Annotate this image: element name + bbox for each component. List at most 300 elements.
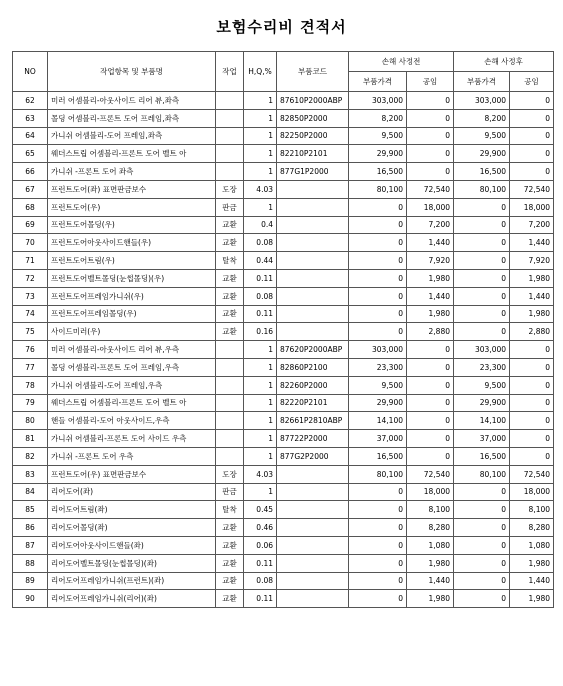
row-after-labor: 7,200 (510, 216, 554, 234)
row-after-part-price: 0 (454, 198, 510, 216)
table-row (13, 483, 554, 501)
row-part-code: 877G2P2000 (277, 447, 349, 465)
row-item-name: 몰딩 어셈블리-프론트 도어 프레임,우측 (48, 358, 216, 376)
row-after-labor: 72,540 (510, 465, 554, 483)
row-item-name: 프런트도어프레임몰딩(우) (48, 305, 216, 323)
row-before-labor: 0 (407, 127, 454, 145)
row-hq: 1 (244, 430, 277, 448)
table-row (13, 341, 554, 359)
row-before-part-price: 0 (349, 287, 407, 305)
row-work-type: 교환 (216, 234, 244, 252)
row-item-name: 리어도어프레임가니쉬(리어)(좌) (48, 590, 216, 608)
row-work-type: 교환 (216, 590, 244, 608)
row-part-code (277, 234, 349, 252)
row-number: 62 (13, 92, 48, 110)
row-part-code: 82850P2000 (277, 109, 349, 127)
row-number: 70 (13, 234, 48, 252)
row-before-labor: 18,000 (407, 198, 454, 216)
row-after-part-price: 303,000 (454, 92, 510, 110)
row-work-type (216, 109, 244, 127)
row-before-labor: 72,540 (407, 465, 454, 483)
row-before-labor: 0 (407, 163, 454, 181)
row-item-name: 몰딩 어셈블리-프론트 도어 프레임,좌측 (48, 109, 216, 127)
header-no: NO (13, 52, 48, 92)
row-before-labor: 0 (407, 109, 454, 127)
row-work-type (216, 412, 244, 430)
row-item-name: 사이드미러(우) (48, 323, 216, 341)
row-before-part-price: 8,200 (349, 109, 407, 127)
row-before-part-price: 0 (349, 252, 407, 270)
row-after-part-price: 23,300 (454, 358, 510, 376)
row-part-code (277, 465, 349, 483)
row-before-part-price: 0 (349, 198, 407, 216)
row-after-labor: 8,100 (510, 501, 554, 519)
table-row (13, 447, 554, 465)
row-part-code: 877G1P2000 (277, 163, 349, 181)
row-before-labor: 0 (407, 412, 454, 430)
row-item-name: 리어도어몰딩(좌) (48, 519, 216, 537)
row-number: 68 (13, 198, 48, 216)
row-work-type: 교환 (216, 287, 244, 305)
row-after-labor: 18,000 (510, 483, 554, 501)
row-number: 77 (13, 358, 48, 376)
row-hq: 1 (244, 163, 277, 181)
row-after-part-price: 303,000 (454, 341, 510, 359)
row-before-part-price: 29,900 (349, 145, 407, 163)
table-row (13, 412, 554, 430)
row-hq: 0.45 (244, 501, 277, 519)
row-number: 71 (13, 252, 48, 270)
row-hq: 1 (244, 483, 277, 501)
row-after-part-price: 14,100 (454, 412, 510, 430)
row-item-name: 미러 어셈블리-아웃사이드 리어 뷰,우측 (48, 341, 216, 359)
row-before-part-price: 0 (349, 590, 407, 608)
row-number: 73 (13, 287, 48, 305)
row-after-part-price: 0 (454, 519, 510, 537)
table-row (13, 145, 554, 163)
row-before-part-price: 0 (349, 501, 407, 519)
row-before-labor: 1,980 (407, 590, 454, 608)
row-after-part-price: 0 (454, 287, 510, 305)
row-after-labor: 8,280 (510, 519, 554, 537)
row-number: 90 (13, 590, 48, 608)
table-row (13, 358, 554, 376)
row-after-labor: 0 (510, 376, 554, 394)
row-part-code (277, 216, 349, 234)
row-after-labor: 0 (510, 394, 554, 412)
row-hq: 4.03 (244, 465, 277, 483)
row-work-type (216, 447, 244, 465)
row-before-labor: 0 (407, 145, 454, 163)
row-number: 89 (13, 572, 48, 590)
row-work-type: 도장 (216, 180, 244, 198)
row-number: 79 (13, 394, 48, 412)
row-hq: 4.03 (244, 180, 277, 198)
row-before-labor: 0 (407, 447, 454, 465)
row-part-code (277, 590, 349, 608)
row-part-code: 82250P2000 (277, 127, 349, 145)
header-after-labor: 공임 (510, 72, 554, 92)
row-number: 69 (13, 216, 48, 234)
table-row (13, 252, 554, 270)
row-part-code (277, 519, 349, 537)
row-item-name: 프런트도어(좌) 표면판금보수 (48, 180, 216, 198)
row-part-code (277, 252, 349, 270)
row-number: 72 (13, 269, 48, 287)
row-hq: 0.4 (244, 216, 277, 234)
row-before-part-price: 0 (349, 572, 407, 590)
row-after-part-price: 80,100 (454, 465, 510, 483)
row-item-name: 가니쉬 어셈블리-프론트 도어 사이드 우측 (48, 430, 216, 448)
header-before-part-price: 부품가격 (349, 72, 407, 92)
row-before-labor: 18,000 (407, 483, 454, 501)
row-item-name: 미러 어셈블리-아웃사이드 리어 뷰,좌측 (48, 92, 216, 110)
row-after-labor: 0 (510, 163, 554, 181)
row-hq: 1 (244, 412, 277, 430)
row-part-code: 82860P2100 (277, 358, 349, 376)
row-hq: 0.08 (244, 287, 277, 305)
estimate-table (12, 51, 554, 608)
row-before-part-price: 16,500 (349, 163, 407, 181)
row-work-type (216, 127, 244, 145)
header-after-part-price: 부품가격 (454, 72, 510, 92)
row-hq: 0.11 (244, 554, 277, 572)
table-row (13, 127, 554, 145)
row-work-type: 교환 (216, 536, 244, 554)
row-before-labor: 1,440 (407, 572, 454, 590)
row-after-part-price: 37,000 (454, 430, 510, 448)
row-after-part-price: 16,500 (454, 163, 510, 181)
row-after-part-price: 0 (454, 554, 510, 572)
row-work-type: 판금 (216, 483, 244, 501)
row-before-labor: 0 (407, 430, 454, 448)
row-hq: 1 (244, 109, 277, 127)
row-before-part-price: 9,500 (349, 127, 407, 145)
row-number: 87 (13, 536, 48, 554)
row-after-part-price: 0 (454, 536, 510, 554)
row-after-part-price: 16,500 (454, 447, 510, 465)
row-after-labor: 0 (510, 447, 554, 465)
row-hq: 1 (244, 376, 277, 394)
row-after-part-price: 0 (454, 590, 510, 608)
row-part-code (277, 305, 349, 323)
row-item-name: 핸들 어셈블리-도어 아웃사이드,우측 (48, 412, 216, 430)
row-part-code (277, 501, 349, 519)
row-before-labor: 0 (407, 394, 454, 412)
row-item-name: 프런트도어(우) (48, 198, 216, 216)
row-before-labor: 0 (407, 92, 454, 110)
row-after-part-price: 29,900 (454, 394, 510, 412)
row-number: 67 (13, 180, 48, 198)
row-before-labor: 8,100 (407, 501, 454, 519)
row-work-type (216, 376, 244, 394)
row-item-name: 리어도어아웃사이드핸들(좌) (48, 536, 216, 554)
table-row (13, 287, 554, 305)
row-before-labor: 7,200 (407, 216, 454, 234)
row-part-code: 82661P2810ABP (277, 412, 349, 430)
table-row (13, 519, 554, 537)
row-item-name: 가니쉬 -프론트 도어 좌측 (48, 163, 216, 181)
page-title: 보험수리비 견적서 (216, 18, 347, 36)
row-after-labor: 1,980 (510, 305, 554, 323)
row-before-labor: 7,920 (407, 252, 454, 270)
row-before-part-price: 23,300 (349, 358, 407, 376)
table-row (13, 501, 554, 519)
row-part-code (277, 198, 349, 216)
row-number: 83 (13, 465, 48, 483)
row-hq: 0.11 (244, 590, 277, 608)
row-part-code: 82210P2101 (277, 145, 349, 163)
row-work-type: 교환 (216, 572, 244, 590)
row-work-type (216, 145, 244, 163)
row-after-labor: 18,000 (510, 198, 554, 216)
table-row (13, 305, 554, 323)
row-before-labor: 1,440 (407, 287, 454, 305)
row-after-labor: 0 (510, 145, 554, 163)
row-after-labor: 0 (510, 358, 554, 376)
row-item-name: 웨더스트립 어셈블리-프론트 도어 벨트 아 (48, 394, 216, 412)
row-part-code: 87610P2000ABP (277, 92, 349, 110)
row-after-part-price: 0 (454, 216, 510, 234)
row-item-name: 프런트도어벨트몰딩(눈썹몰딩)(우) (48, 269, 216, 287)
row-before-part-price: 80,100 (349, 180, 407, 198)
row-before-labor: 1,980 (407, 305, 454, 323)
row-part-code (277, 287, 349, 305)
row-item-name: 리어도어프레임가니쉬(프런트)(좌) (48, 572, 216, 590)
row-number: 80 (13, 412, 48, 430)
row-number: 86 (13, 519, 48, 537)
table-row (13, 180, 554, 198)
row-before-labor: 0 (407, 358, 454, 376)
row-work-type: 탈착 (216, 501, 244, 519)
row-hq: 1 (244, 358, 277, 376)
table-row (13, 394, 554, 412)
row-work-type (216, 341, 244, 359)
row-after-part-price: 0 (454, 572, 510, 590)
row-number: 75 (13, 323, 48, 341)
row-before-part-price: 29,900 (349, 394, 407, 412)
row-after-part-price: 8,200 (454, 109, 510, 127)
row-after-part-price: 0 (454, 269, 510, 287)
header-hq: H,Q,% (244, 52, 277, 92)
row-work-type (216, 394, 244, 412)
row-before-labor: 1,440 (407, 234, 454, 252)
header-before-adjustment: 손해 사정전 (349, 52, 454, 72)
row-after-labor: 0 (510, 92, 554, 110)
header-before-labor: 공임 (407, 72, 454, 92)
row-hq: 0.16 (244, 323, 277, 341)
row-after-part-price: 29,900 (454, 145, 510, 163)
row-item-name: 프런트도어몰딩(우) (48, 216, 216, 234)
row-item-name: 가니쉬 -프론트 도어 우측 (48, 447, 216, 465)
row-number: 66 (13, 163, 48, 181)
row-work-type: 탈착 (216, 252, 244, 270)
header-after-adjustment: 손해 사정후 (454, 52, 554, 72)
row-before-part-price: 303,000 (349, 92, 407, 110)
row-after-part-price: 9,500 (454, 376, 510, 394)
row-before-part-price: 0 (349, 216, 407, 234)
row-part-code (277, 554, 349, 572)
row-after-part-price: 0 (454, 323, 510, 341)
row-item-name: 웨더스트립 어셈블리-프론트 도어 벨트 아 (48, 145, 216, 163)
table-row (13, 376, 554, 394)
table-row (13, 198, 554, 216)
row-work-type (216, 163, 244, 181)
row-part-code (277, 269, 349, 287)
row-after-labor: 1,080 (510, 536, 554, 554)
row-part-code (277, 483, 349, 501)
row-before-part-price: 14,100 (349, 412, 407, 430)
row-hq: 0.44 (244, 252, 277, 270)
row-after-part-price: 0 (454, 501, 510, 519)
row-after-labor: 7,920 (510, 252, 554, 270)
row-part-code: 87620P2000ABP (277, 341, 349, 359)
row-work-type: 교환 (216, 323, 244, 341)
header-item: 작업항목 및 부품명 (48, 52, 216, 92)
row-before-labor: 0 (407, 376, 454, 394)
row-hq: 1 (244, 341, 277, 359)
table-row (13, 554, 554, 572)
row-item-name: 리어도어벨트몰딩(눈썹몰딩)(좌) (48, 554, 216, 572)
row-hq: 1 (244, 447, 277, 465)
row-item-name: 프런트도어(우) 표면판금보수 (48, 465, 216, 483)
row-before-part-price: 0 (349, 483, 407, 501)
row-hq: 0.11 (244, 269, 277, 287)
row-before-labor: 0 (407, 341, 454, 359)
table-row (13, 216, 554, 234)
row-work-type (216, 92, 244, 110)
row-before-part-price: 0 (349, 536, 407, 554)
row-number: 74 (13, 305, 48, 323)
row-part-code (277, 572, 349, 590)
row-part-code (277, 180, 349, 198)
row-before-part-price: 80,100 (349, 465, 407, 483)
row-after-labor: 1,440 (510, 572, 554, 590)
row-after-part-price: 0 (454, 305, 510, 323)
table-row (13, 430, 554, 448)
row-before-labor: 1,980 (407, 269, 454, 287)
row-after-labor: 0 (510, 109, 554, 127)
row-part-code: 82220P2101 (277, 394, 349, 412)
row-after-labor: 0 (510, 127, 554, 145)
row-number: 84 (13, 483, 48, 501)
row-hq: 1 (244, 394, 277, 412)
row-item-name: 리어도어(좌) (48, 483, 216, 501)
row-number: 85 (13, 501, 48, 519)
row-hq: 1 (244, 145, 277, 163)
row-before-labor: 2,880 (407, 323, 454, 341)
row-after-labor: 1,440 (510, 287, 554, 305)
row-number: 82 (13, 447, 48, 465)
row-item-name: 가니쉬 어셈블리-도어 프레임,우측 (48, 376, 216, 394)
table-row (13, 536, 554, 554)
row-part-code: 87722P2000 (277, 430, 349, 448)
row-after-part-price: 0 (454, 252, 510, 270)
table-row (13, 590, 554, 608)
row-work-type: 교환 (216, 554, 244, 572)
row-before-part-price: 303,000 (349, 341, 407, 359)
row-before-part-price: 0 (349, 554, 407, 572)
row-item-name: 프런트도어트림(우) (48, 252, 216, 270)
row-item-name: 프런트도어프레임가니쉬(우) (48, 287, 216, 305)
row-part-code: 82260P2000 (277, 376, 349, 394)
row-work-type (216, 358, 244, 376)
row-item-name: 가니쉬 어셈블리-도어 프레임,좌측 (48, 127, 216, 145)
row-hq: 1 (244, 127, 277, 145)
row-before-labor: 72,540 (407, 180, 454, 198)
row-hq: 1 (244, 92, 277, 110)
row-hq: 0.08 (244, 572, 277, 590)
row-after-labor: 72,540 (510, 180, 554, 198)
row-work-type: 교환 (216, 305, 244, 323)
row-number: 76 (13, 341, 48, 359)
row-work-type: 교환 (216, 519, 244, 537)
table-row (13, 465, 554, 483)
row-after-part-price: 0 (454, 234, 510, 252)
row-before-part-price: 0 (349, 305, 407, 323)
row-before-labor: 1,980 (407, 554, 454, 572)
row-hq: 0.06 (244, 536, 277, 554)
row-part-code (277, 323, 349, 341)
table-row (13, 323, 554, 341)
row-after-labor: 0 (510, 430, 554, 448)
row-before-part-price: 0 (349, 234, 407, 252)
header-work: 작업 (216, 52, 244, 92)
row-before-labor: 1,080 (407, 536, 454, 554)
table-row (13, 234, 554, 252)
row-hq: 0.46 (244, 519, 277, 537)
table-row (13, 163, 554, 181)
row-work-type: 교환 (216, 269, 244, 287)
row-item-name: 리어도어트림(좌) (48, 501, 216, 519)
row-after-labor: 2,880 (510, 323, 554, 341)
row-before-part-price: 16,500 (349, 447, 407, 465)
row-number: 88 (13, 554, 48, 572)
table-row (13, 109, 554, 127)
row-before-labor: 8,280 (407, 519, 454, 537)
header-part-code: 부품코드 (277, 52, 349, 92)
row-after-labor: 1,980 (510, 590, 554, 608)
row-work-type: 교환 (216, 216, 244, 234)
row-number: 63 (13, 109, 48, 127)
row-after-labor: 1,980 (510, 269, 554, 287)
row-after-part-price: 80,100 (454, 180, 510, 198)
row-after-labor: 1,980 (510, 554, 554, 572)
row-before-part-price: 0 (349, 519, 407, 537)
row-after-labor: 0 (510, 412, 554, 430)
row-number: 64 (13, 127, 48, 145)
row-after-labor: 1,440 (510, 234, 554, 252)
row-hq: 1 (244, 198, 277, 216)
row-item-name: 프런트도어아웃사이드핸들(우) (48, 234, 216, 252)
table-row (13, 269, 554, 287)
row-before-part-price: 0 (349, 269, 407, 287)
row-number: 65 (13, 145, 48, 163)
row-before-part-price: 0 (349, 323, 407, 341)
row-work-type (216, 430, 244, 448)
row-before-part-price: 37,000 (349, 430, 407, 448)
row-number: 81 (13, 430, 48, 448)
row-number: 78 (13, 376, 48, 394)
row-work-type: 도장 (216, 465, 244, 483)
row-before-part-price: 9,500 (349, 376, 407, 394)
table-row (13, 572, 554, 590)
row-after-part-price: 9,500 (454, 127, 510, 145)
row-after-part-price: 0 (454, 483, 510, 501)
estimate-rows (13, 92, 554, 608)
row-hq: 0.08 (244, 234, 277, 252)
table-row (13, 92, 554, 110)
